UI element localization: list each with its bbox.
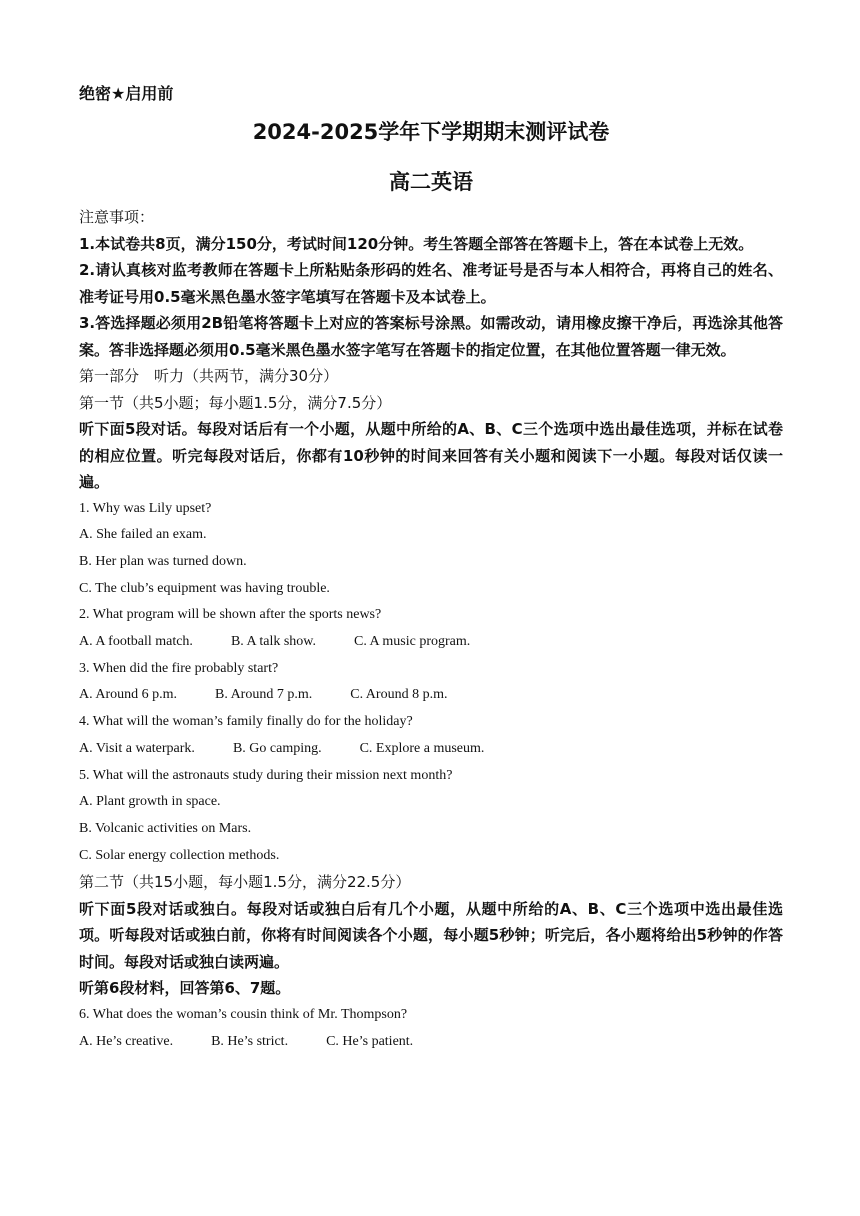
- part1-heading: 第一部分 听力（共两节，满分30分）: [79, 367, 339, 385]
- question-stem: 6. What does the woman’s cousin think of Mr. Thompson?: [79, 1006, 408, 1022]
- option-b: B. Volcanic activities on Mars.: [79, 820, 252, 836]
- options-row: [79, 682, 783, 709]
- option-c: C. He’s patient.: [326, 1033, 414, 1049]
- confidential-mark: 绝密★启用前: [79, 84, 174, 103]
- material-6-heading: 听第6段材料，回答第6、7题。: [79, 979, 291, 998]
- option-c: C. Explore a museum.: [359, 740, 485, 756]
- option-b: B. Go camping.: [232, 740, 322, 756]
- section2-heading: 第二节（共15小题，每小题1.5分，满分22.5分）: [79, 873, 411, 892]
- options-row: [79, 736, 783, 763]
- note-item-3: 3.答选择题必须用2B铅笔将答题卡上对应的答案标号涂黑。如需改动，请用橡皮擦干净后，再选涂其他答案。答非选择题必须用0.5毫米黑色墨水签字笔写在答题卡的指定位置，在其他位置答题一律无效。: [79, 314, 783, 359]
- option-b: B. He’s strict.: [211, 1033, 289, 1049]
- option-a: A. She failed an exam.: [79, 527, 207, 543]
- option-a: A. Around 6 p.m.: [79, 687, 177, 703]
- section2-instructions: 听下面5段对话或独白。每段对话或独白后有几个小题，从题中所给的A、B、C三个选项中选出最佳选项。听每段对话或独白前，你将有时间阅读各个小题，每小题5秒钟；听完后，各小题将给出5秒钟的作答时间。每段对话或独白读两遍。: [79, 899, 783, 971]
- question-stem: 3. When did the fire probably start?: [79, 660, 279, 676]
- note-item-2: 2.请认真核对监考教师在答题卡上所粘贴条形码的姓名、准考证号是否与本人相符合，再将自己的姓名、准考证号用0.5毫米黑色墨水签字笔填写在答题卡及本试卷上。: [79, 261, 783, 306]
- option-a: A. He’s creative.: [79, 1033, 174, 1049]
- option-c: C. The club’s equipment was having trouble.: [79, 580, 330, 596]
- question-3: [79, 656, 783, 709]
- option-c: C. Solar energy collection methods.: [79, 847, 280, 863]
- question-stem: 5. What will the astronauts study during their mission next month?: [79, 767, 453, 783]
- notes-heading: 注意事项：: [79, 208, 155, 226]
- options-row: [79, 1029, 783, 1056]
- question-1: [79, 496, 783, 603]
- option-b: B. Around 7 p.m.: [215, 687, 313, 703]
- option-b: B. A talk show.: [230, 634, 316, 650]
- options-row: [79, 629, 783, 656]
- exam-title: 2024-2025学年下学期期末测评试卷: [252, 120, 610, 144]
- question-4: [79, 709, 783, 762]
- question-6: [79, 1002, 783, 1055]
- note-item-1: 1.本试卷共8页，满分150分，考试时间120分钟。考生答题全部答在答题卡上，答在本试卷上无效。: [79, 234, 754, 253]
- section1-instructions: 听下面5段对话。每段对话后有一个小题，从题中所给的A、B、C三个选项中选出最佳选项，并标在试卷的相应位置。听完每段对话后，你都有10秒钟的时间来回答有关小题和阅读下一小题。每段对话仅读一遍。: [79, 420, 783, 491]
- notes-block: [79, 204, 783, 363]
- section1-heading: 第一节（共5小题；每小题1.5分，满分7.5分）: [79, 393, 392, 412]
- question-2: [79, 602, 783, 655]
- question-stem: 1. Why was Lily upset?: [79, 500, 212, 516]
- exam-page: [79, 82, 783, 1055]
- question-stem: 2. What program will be shown after the sports news?: [79, 607, 382, 623]
- question-5: [79, 763, 783, 870]
- option-c: C. A music program.: [353, 634, 471, 650]
- question-stem: 4. What will the woman’s family finally do for the holiday?: [79, 714, 413, 730]
- option-a: A. A football match.: [79, 634, 193, 650]
- option-a: A. Plant growth in space.: [79, 794, 221, 810]
- option-b: B. Her plan was turned down.: [79, 553, 247, 569]
- option-c: C. Around 8 p.m.: [350, 687, 448, 703]
- exam-subject: 高二英语: [389, 170, 473, 194]
- option-a: A. Visit a waterpark.: [79, 740, 195, 756]
